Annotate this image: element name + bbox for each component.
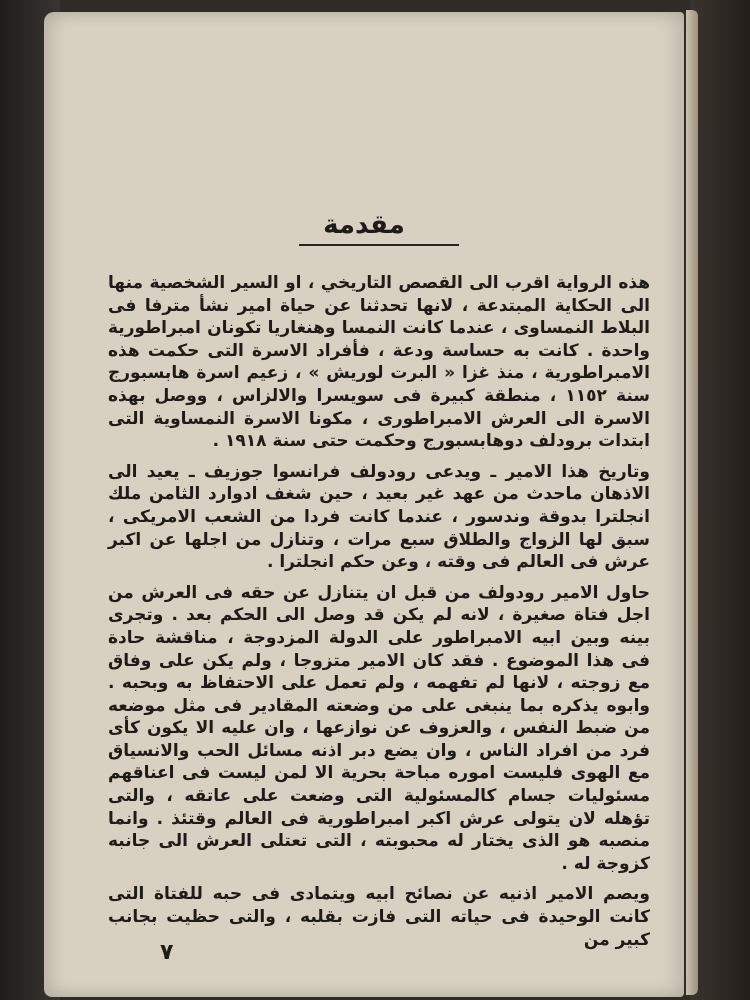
book-page <box>44 12 684 997</box>
body-text <box>108 272 650 959</box>
page-number: ٧ <box>160 940 174 965</box>
paragraph-4: ويصم الامير اذنيه عن نصائح ابيه ويتمادى فى حبه للفتاة التى كانت الوحيدة فى حياته التى فازت بقلبه ، والتى حظيت بجانب كبير من <box>108 884 650 950</box>
background-right <box>690 0 750 1000</box>
paragraph-2: وتاريخ هذا الامير ـ ويدعى رودولف فرانسوا جوزيف ـ يعيد الى الاذهان ماحدث من عهد غير بعيد ، حين شغف ادوارد الثامن ملك انجلترا بدوقة وندسور ، عندما كانت فردا من الشعب الامريكى ، سبق لها الزواج والطلاق سبع مرات ، وتنازل من اجلها عن اكبر عرش فى العالم فى وقته ، وعن حكم انجلترا . <box>108 461 650 573</box>
page-title: مقدمة <box>323 210 405 240</box>
page-edge <box>686 10 698 995</box>
paragraph-3: حاول الامير رودولف من قبل ان يتنازل عن حقه فى العرش من اجل فتاة صغيرة ، لانه لم يكن قد وصل الى الحكم بعد . وتجرى بينه وبين ابيه الامبراطور على الدولة المزدوجة ، مناقشة حادة فى هذا الموضوع . فقد كان الامير متزوجا ، ولم يكن على وفاق مع زوجته ، لانها لم تفهمه ، ولم تعمل على الاحتفاظ به وبحبه . وابوه يذكره بما ينبغى على من وضعته المقادير فى مثل موضعه من ضبط النفس ، والعزوف عن نوازعها ، وان عليه الا يكون كأى فرد من افراد الناس ، وان يضع دبر اذنه مسائل الحب والانسياق مع الهوى فليست اموره مباحة بحرية الا لمن ليست فى اعناقهم مسئوليات جسام كالمسئولية التى وضعت على عاتقه ، والتى تؤهله لان يتولى عرش اكبر امبراطورية فى العالم وقتئذ . وانما منصبه هو الذى يختار له محبوبته ، التى تعتلى العرش الى جانبه كزوجة له . <box>108 582 650 874</box>
title-container <box>44 210 684 240</box>
paragraph-1: هذه الرواية اقرب الى القصص التاريخي ، او السير الشخصية منها الى الحكاية المبتدعة ، لانها تحدثنا عن حياة امير نشأ مترفا فى البلاط النمساوى ، عندما كانت النمسا وهنغاريا تكونان امبراطورية واحدة . كانت به حساسة ودعة ، فأفراد الاسرة التى حكمت هذه الامبراطورية ، منذ غزا « البرت لوريش » ، زعيم اسرة هابسبورج سنة ١١٥٢ ، منطقة كبيرة فى سويسرا والالزاس ، ووصل بهذه الاسرة الى العرش الامبراطورى ، مكونا الاسرة النمساوية التى ابتدات برودلف دوهابسبورج وحكمت حتى سنة ١٩١٨ . <box>108 273 650 452</box>
title-underline <box>299 244 459 246</box>
